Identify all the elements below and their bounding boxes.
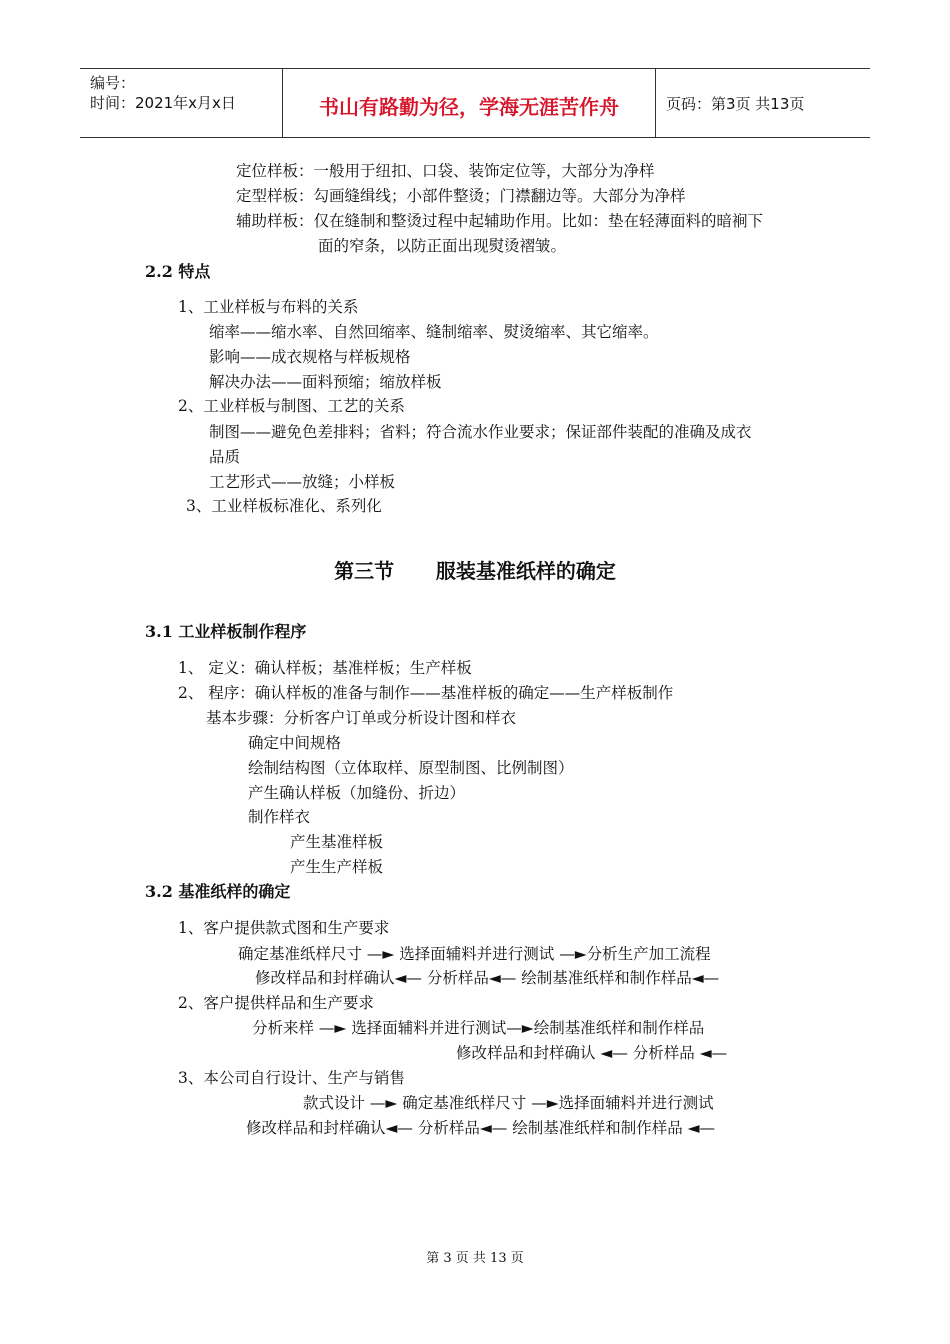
text-line: 产生生产样板 xyxy=(290,858,384,876)
flow-line: 分析来样 —► 选择面辅料并进行测试—►绘制基准纸样和制作样品 xyxy=(252,1019,705,1037)
text-line: 定位样板：一般用于纽扣、口袋、装饰定位等，大部分为净样 xyxy=(236,162,655,180)
section-heading: 2.2 特点 xyxy=(145,262,211,281)
text-line: 1、客户提供款式图和生产要求 xyxy=(178,919,390,937)
flow-line: 修改样品和封样确认 ◄— 分析样品 ◄— xyxy=(456,1044,728,1062)
text-line: 产生确认样板（加缝份、折边） xyxy=(248,784,466,802)
text-line: 确定中间规格 xyxy=(248,734,342,752)
flow-line: 修改样品和封样确认◄— 分析样品◄— 绘制基准纸样和制作样品◄— xyxy=(255,969,720,987)
page-footer: 第 3 页 共 13 页 xyxy=(426,1251,524,1266)
header-page-number: 页码：第3页 共13页 xyxy=(666,95,805,113)
text-line: 3、工业样板标准化、系列化 xyxy=(186,497,382,515)
text-line: 品质 xyxy=(209,448,241,466)
text-line: 缩率——缩水率、自然回缩率、缝制缩率、熨烫缩率、其它缩率。 xyxy=(209,323,659,341)
text-line: 绘制结构图（立体取样、原型制图、比例制图） xyxy=(248,759,574,777)
flow-line: 修改样品和封样确认◄— 分析样品◄— 绘制基准纸样和制作样品 ◄— xyxy=(246,1119,716,1137)
header-info-cell xyxy=(80,69,283,137)
section-heading: 3.2 基准纸样的确定 xyxy=(145,882,291,901)
text-line: 3、本公司自行设计、生产与销售 xyxy=(178,1069,405,1087)
document-number-label: 编号： xyxy=(90,74,136,92)
text-line: 1、 定义：确认样板；基准样板；生产样板 xyxy=(178,659,472,677)
text-line: 工艺形式——放缝；小样板 xyxy=(209,473,396,491)
text-line: 定型样板：勾画缝缉线；小部件整烫；门襟翻边等。大部分为净样 xyxy=(236,187,686,205)
text-line: 2、 程序：确认样板的准备与制作——基准样板的确定——生产样板制作 xyxy=(178,684,674,702)
header-motto: 书山有路勤为径，学海无涯苦作舟 xyxy=(319,95,619,119)
text-line: 制图——避免色差排料；省料；符合流水作业要求；保证部件装配的准确及成衣 xyxy=(209,423,752,441)
document-time-label: 时间：2021年x月x日 xyxy=(90,94,236,112)
text-line: 产生基准样板 xyxy=(290,833,384,851)
section-heading: 3.1 工业样板制作程序 xyxy=(145,622,307,641)
chapter-title: 第三节 服装基准纸样的确定 xyxy=(334,559,616,583)
text-line: 2、客户提供样品和生产要求 xyxy=(178,994,374,1012)
text-line: 辅助样板：仅在缝制和整烫过程中起辅助作用。比如：垫在轻薄面料的暗裥下 xyxy=(236,212,764,230)
text-line: 基本步骤：分析客户订单或分析设计图和样衣 xyxy=(206,709,517,727)
text-line: 制作样衣 xyxy=(248,808,311,826)
text-line: 2、工业样板与制图、工艺的关系 xyxy=(178,397,405,415)
page-header xyxy=(80,68,870,138)
flow-line: 确定基准纸样尺寸 —► 选择面辅料并进行测试 —►分析生产加工流程 xyxy=(238,945,711,963)
text-line: 影响——成衣规格与样板规格 xyxy=(209,348,411,366)
header-motto-cell xyxy=(283,69,656,137)
text-line: 面的窄条，以防正面出现熨烫褶皱。 xyxy=(318,237,567,255)
flow-line: 款式设计 —► 确定基准纸样尺寸 —►选择面辅料并进行测试 xyxy=(303,1094,714,1112)
header-page-cell xyxy=(656,69,870,137)
text-line: 解决办法——面料预缩；缩放样板 xyxy=(209,373,442,391)
text-line: 1、工业样板与布料的关系 xyxy=(178,298,359,316)
